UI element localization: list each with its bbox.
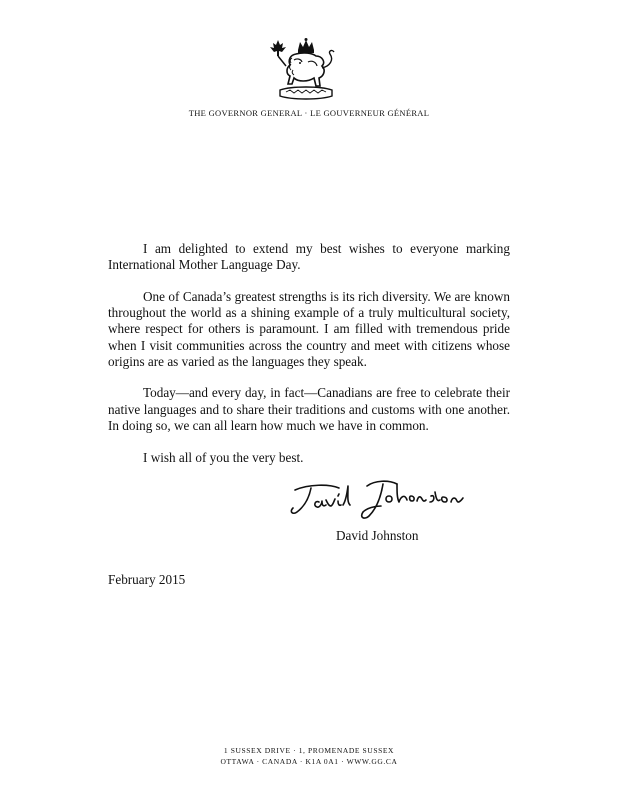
footer-address-line: OTTAWA · CANADA · K1A 0A1 · WWW.GG.CA [220, 757, 398, 766]
signer-name: David Johnston [336, 528, 419, 543]
letter-date: February 2015 [108, 572, 186, 587]
footer-address [0, 745, 618, 767]
paragraph: Today—and every day, in fact—Canadians are free to celebrate their native languages and to share their traditions and customs with one another. In doing so, we can all learn how much we have in common. [108, 385, 510, 433]
paragraph: One of Canada’s greatest strengths is its rich diversity. We are known throughout the world as a shining example of a truly multicultural society, where respect for others is paramount. I am filled with tremendous pride when I visit communities across the country and meet with citizens whose origins are as varied as the languages they speak. [108, 288, 510, 369]
letter-body [108, 241, 510, 481]
handwritten-signature-icon [285, 472, 485, 524]
royal-lion-crest-icon [264, 38, 348, 102]
paragraph: I am delighted to extend my best wishes to everyone marking International Mother Language Day. [108, 241, 510, 273]
paragraph: I wish all of you the very best. [143, 449, 304, 465]
footer-address-line: 1 SUSSEX DRIVE · 1, PROMENADE SUSSEX [223, 746, 395, 755]
office-title: THE GOVERNOR GENERAL · LE GOUVERNEUR GÉNÉRAL [188, 108, 430, 118]
